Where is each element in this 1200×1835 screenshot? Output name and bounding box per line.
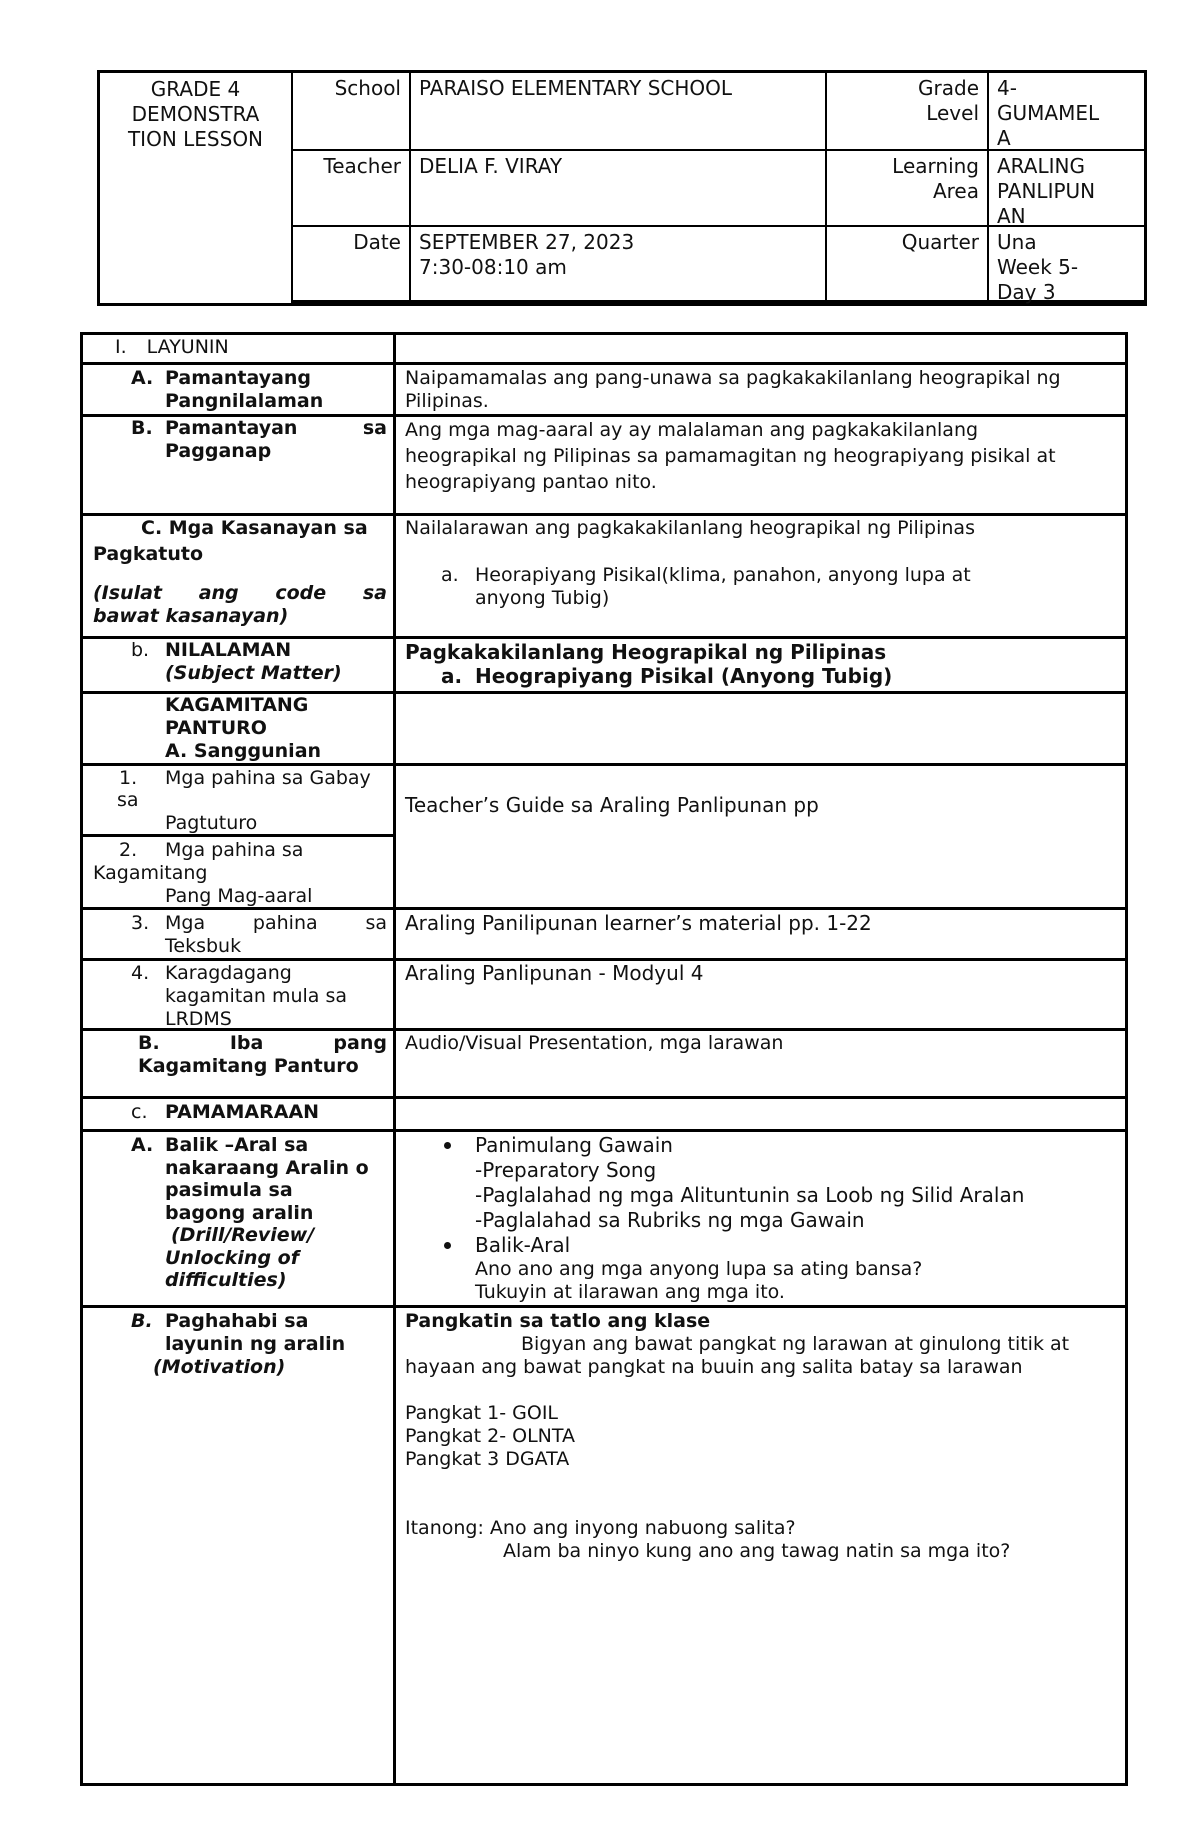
learning-area-label: Learning Area bbox=[892, 154, 979, 203]
row-c-note: (Isulat ang code sa bawat kasanayan) bbox=[93, 582, 387, 627]
school-label: School bbox=[334, 76, 401, 100]
grade-level-value: 4- GUMAMEL A bbox=[997, 76, 1100, 150]
row-3-num: 3. bbox=[131, 912, 150, 934]
paghahabi-question-1: Itanong: Ano ang inyong nabuong salita? bbox=[405, 1517, 796, 1539]
row-paghahabi-label: Paghahabi sa layunin ng aralin bbox=[165, 1310, 346, 1355]
list-item: Pangkat 2- OLNTA bbox=[405, 1425, 576, 1447]
row-pamamaraan-letter: c. bbox=[131, 1101, 148, 1123]
row-1-label-2: sa bbox=[117, 789, 139, 811]
row-c-label: C. Mga Kasanayan sa bbox=[141, 517, 368, 539]
row-balik-bullet-1: Panimulang Gawain -Preparatory Song -Paglalahad ng mga Alituntunin sa Loob ng Silid Aralan -Paglalahad sa Rubriks ng mga Gawain bbox=[475, 1133, 1025, 1232]
row-c-sub-letter: a. bbox=[441, 564, 459, 586]
row-balik-note: (Drill/Review/ Unlocking of difficulties) bbox=[165, 1224, 315, 1291]
lesson-plan-table bbox=[80, 332, 1128, 1786]
row-nilalaman-sub-value: Heograpiyang Pisikal (Anyong Tubig) bbox=[475, 664, 893, 688]
row-balik-label: Balik –Aral sa nakaraang Aralin o pasimula sa bagong aralin bbox=[165, 1134, 369, 1224]
row-iba-label: B. Iba pang Kagamitang Panturo bbox=[138, 1032, 387, 1077]
quarter-value: Una Week 5- Day 3 bbox=[997, 230, 1079, 304]
row-nilalaman-label: NILALAMAN (Subject Matter) bbox=[165, 639, 342, 684]
row-nilalaman-value: Pagkakakilanlang Heograpikal ng Pilipinas bbox=[405, 640, 887, 664]
bullet-icon bbox=[444, 1242, 451, 1249]
row-paghahabi-letter: B. bbox=[131, 1310, 153, 1332]
row-nilalaman-letter: b. bbox=[131, 639, 150, 661]
row-4-value: Araling Panlipunan - Modyul 4 bbox=[405, 961, 704, 985]
row-2-label-2: Kagamitang bbox=[93, 862, 208, 884]
paghahabi-heading: Pangkatin sa tatlo ang klase bbox=[405, 1310, 711, 1332]
lesson-title: GRADE 4 DEMONSTRA TION LESSON bbox=[127, 77, 264, 151]
row-4-label: Karagdagang kagamitan mula sa LRDMS bbox=[165, 962, 348, 1030]
teacher-value: DELIA F. VIRAY bbox=[419, 154, 563, 178]
row-a-letter: A. bbox=[131, 367, 154, 389]
row-1-value: Teacher’s Guide sa Araling Panlipunan pp bbox=[405, 793, 819, 817]
row-balik-letter: A. bbox=[131, 1134, 154, 1156]
row-a-label: Pamantayang Pangnilalaman bbox=[165, 367, 324, 412]
date-value: SEPTEMBER 27, 2023 7:30-08:10 am bbox=[419, 230, 635, 279]
paghahabi-groups bbox=[405, 1402, 575, 1471]
learning-area-value: ARALING PANLIPUN AN bbox=[997, 154, 1096, 228]
row-paghahabi-note: (Motivation) bbox=[153, 1356, 286, 1378]
teacher-label: Teacher bbox=[323, 154, 401, 178]
row-c-sub-value: Heorapiyang Pisikal(klima, panahon, anyong lupa at anyong Tubig) bbox=[475, 564, 971, 609]
row-3-value: Araling Panilipunan learner’s material pp. 1-22 bbox=[405, 911, 872, 935]
grade-level-label: Grade Level bbox=[918, 76, 979, 125]
school-value: PARAISO ELEMENTARY SCHOOL bbox=[419, 76, 733, 100]
list-item: Pangkat 3 DGATA bbox=[405, 1448, 570, 1470]
row-2-num: 2. bbox=[119, 839, 138, 861]
row-b-label: Pamantayan sa Pagganap bbox=[165, 417, 387, 462]
row-b-letter: B. bbox=[131, 417, 153, 439]
paghahabi-para-1: Bigyan ang bawat pangkat ng larawan at ginulong titik at bbox=[521, 1333, 1070, 1355]
date-label: Date bbox=[353, 230, 401, 254]
row-balik-bullet-2-text: Ano ano ang mga anyong lupa sa ating bansa? Tukuyin at ilarawan ang mga ito. bbox=[475, 1258, 923, 1303]
row-kagamitan-label: KAGAMITANG PANTURO A. Sanggunian bbox=[165, 694, 322, 762]
row-c-value: Nailalarawan ang pagkakakilanlang heograpikal ng Pilipinas bbox=[405, 517, 975, 539]
list-item: Pangkat 1- GOIL bbox=[405, 1402, 559, 1424]
row-iba-value: Audio/Visual Presentation, mga larawan bbox=[405, 1032, 784, 1054]
row-1-num: 1. bbox=[119, 767, 138, 789]
row-nilalaman-sub-letter: a. bbox=[441, 664, 463, 688]
row-2-label: Mga pahina sa bbox=[165, 839, 304, 861]
quarter-label: Quarter bbox=[901, 230, 979, 254]
paghahabi-para-2: hayaan ang bawat pangkat na buuin ang salita batay sa larawan bbox=[405, 1356, 1023, 1378]
row-1-label: Mga pahina sa Gabay bbox=[165, 767, 371, 789]
row-b-value: Ang mga mag-aaral ay ay malalaman ang pagkakakilanlang heograpikal ng Pilipinas sa pamamagitan ng heograpiyang pisikal at heograpiyang pantao nito. bbox=[405, 419, 1056, 493]
bullet-icon bbox=[444, 1142, 451, 1149]
row-3-label: Mga pahina sa Teksbuk bbox=[165, 912, 387, 957]
row-c-label-2: Pagkatuto bbox=[93, 543, 204, 565]
lesson-header-table bbox=[97, 70, 1147, 306]
row-balik-bullet-2: Balik-Aral bbox=[475, 1233, 571, 1257]
row-pamamaraan-label: PAMAMARAAN bbox=[165, 1101, 320, 1123]
paghahabi-question-2: Alam ba ninyo kung ano ang tawag natin sa mga ito? bbox=[503, 1540, 1011, 1562]
section-layunin: I. LAYUNIN bbox=[115, 336, 229, 358]
row-2-label-3: Pang Mag-aaral bbox=[165, 885, 313, 907]
row-1-label-3: Pagtuturo bbox=[165, 812, 258, 834]
row-a-value: Naipamamalas ang pang-unawa sa pagkakakilanlang heograpikal ng Pilipinas. bbox=[405, 367, 1061, 412]
row-4-num: 4. bbox=[131, 962, 150, 984]
